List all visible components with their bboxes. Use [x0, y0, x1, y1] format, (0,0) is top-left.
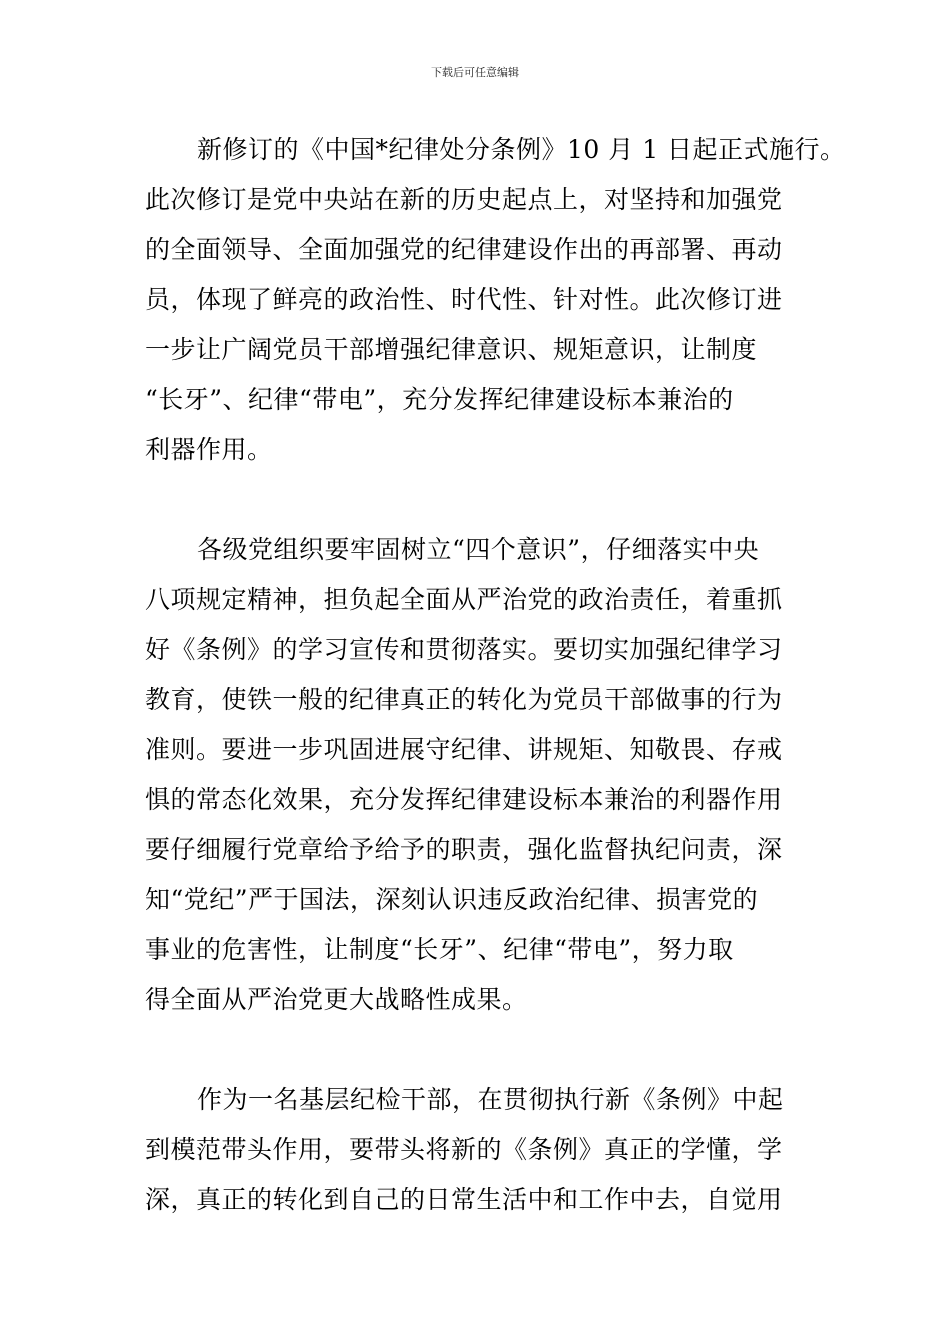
paragraph-line: 此次修订是党中央站在新的历史起点上，对坚持和加强党: [145, 185, 783, 214]
paragraph-line: 员，体现了鲜亮的政治性、时代性、针对性。此次修订进: [145, 285, 783, 314]
paragraph-line: 一步让广阔党员干部增强纪律意识、规矩意识，让制度: [145, 335, 758, 364]
paragraph-2: [145, 525, 810, 1025]
paragraph-line: 惧的常态化效果，充分发挥纪律建设标本兼治的利器作用: [145, 785, 783, 814]
paragraph-line: 得全面从严治党更大战略性成果。: [145, 985, 528, 1014]
paragraph-line: 知“党纪”严于国法，深刻认识违反政治纪律、损害党的: [145, 885, 759, 914]
paragraph-line: 作为一名基层纪检干部，在贯彻执行新《条例》中起: [197, 1085, 784, 1114]
paragraph-line: “长牙”、纪律“带电”，充分发挥纪律建设标本兼治的: [145, 385, 734, 414]
paragraph-line: 新修订的《中国*纪律处分条例》10 月 1 日起正式施行。: [197, 135, 846, 164]
paragraph-1: [145, 125, 846, 475]
paragraph-line: 深，真正的转化到自己的日常生活中和工作中去，自觉用: [145, 1185, 783, 1214]
paragraph-3: [145, 1075, 810, 1225]
paragraph-line: 要仔细履行党章给予给予的职责，强化监督执纪问责，深: [145, 835, 783, 864]
paragraph-line: 的全面领导、全面加强党的纪律建设作出的再部署、再动: [145, 235, 783, 264]
paragraph-line: 教育，使铁一般的纪律真正的转化为党员干部做事的行为: [145, 685, 783, 714]
paragraph-line: 各级党组织要牢固树立“四个意识”，仔细落实中央: [197, 535, 760, 564]
paragraph-line: 到模范带头作用，要带头将新的《条例》真正的学懂，学: [145, 1135, 783, 1164]
paragraph-line: 八项规定精神，担负起全面从严治党的政治责任，着重抓: [145, 585, 783, 614]
paragraph-line: 好《条例》的学习宣传和贯彻落实。要切实加强纪律学习: [145, 635, 783, 664]
paragraph-line: 利器作用。: [145, 435, 273, 464]
paragraph-line: 准则。要进一步巩固进展守纪律、讲规矩、知敬畏、存戒: [145, 735, 783, 764]
page-header: 下载后可任意编辑: [431, 66, 519, 79]
paragraph-spacer: [145, 475, 810, 525]
paragraph-line: 事业的危害性，让制度“长牙”、纪律“带电”，努力取: [145, 935, 734, 964]
document-body: [145, 125, 846, 1225]
paragraph-spacer: [145, 1025, 810, 1075]
